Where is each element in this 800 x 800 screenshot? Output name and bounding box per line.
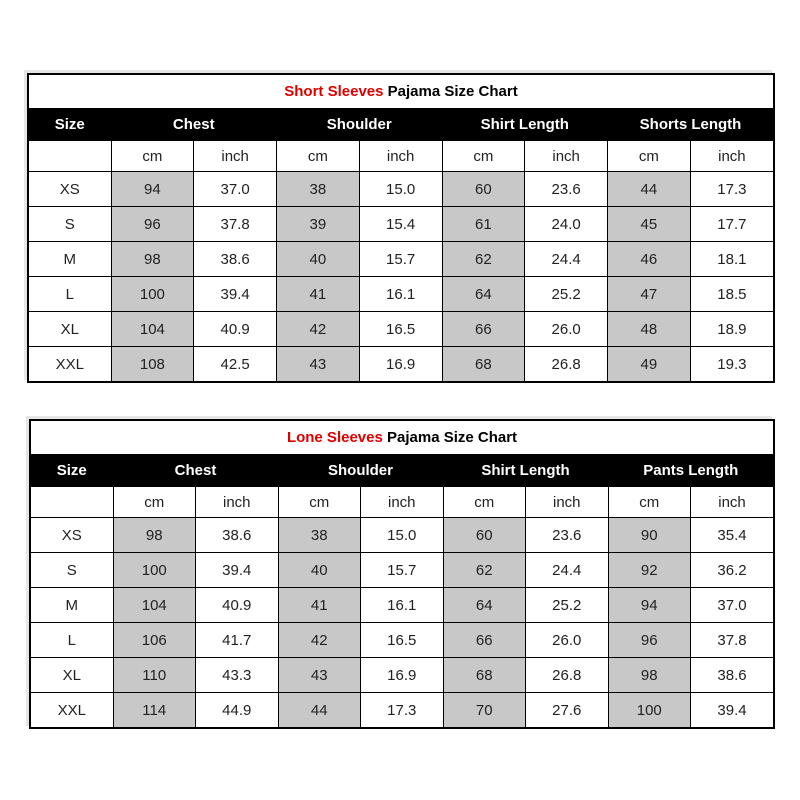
inch-cell: 15.0	[359, 172, 442, 207]
cm-cell: 41	[278, 588, 361, 623]
cm-cell: 96	[608, 623, 691, 658]
inch-cell: 17.3	[690, 172, 773, 207]
cm-cell: 40	[278, 553, 361, 588]
inch-cell: 40.9	[194, 312, 277, 347]
inch-cell: 23.6	[526, 518, 609, 553]
unit-cell: cm	[277, 141, 360, 172]
inch-cell: 23.6	[525, 172, 608, 207]
inch-cell: 18.5	[690, 277, 773, 312]
unit-cell: inch	[690, 141, 773, 172]
cm-cell: 64	[442, 277, 525, 312]
header-shorts-length: Shorts Length	[608, 109, 774, 141]
unit-cell: inch	[194, 141, 277, 172]
table-row	[29, 242, 773, 277]
cm-cell: 42	[277, 312, 360, 347]
cm-cell: 43	[277, 347, 360, 382]
size-label: L	[29, 277, 111, 312]
chart-title	[29, 75, 773, 109]
inch-cell: 18.1	[690, 242, 773, 277]
cm-cell: 96	[111, 207, 194, 242]
size-label: S	[29, 207, 111, 242]
cm-cell: 106	[113, 623, 196, 658]
table-row	[31, 693, 773, 728]
inch-cell: 25.2	[526, 588, 609, 623]
inch-cell: 37.0	[194, 172, 277, 207]
chart-title-accent: Short Sleeves	[284, 83, 384, 100]
chart-title-rest: Pajama Size Chart	[382, 429, 518, 446]
cm-cell: 68	[442, 347, 525, 382]
inch-cell: 27.6	[526, 693, 609, 728]
header-size: Size	[29, 109, 111, 141]
table-row	[31, 623, 773, 658]
cm-cell: 41	[277, 277, 360, 312]
size-label: S	[31, 553, 113, 588]
size-label: XL	[31, 658, 113, 693]
inch-cell: 16.5	[361, 623, 444, 658]
cm-cell: 104	[113, 588, 196, 623]
unit-cell: cm	[608, 487, 691, 518]
header-row	[31, 455, 773, 487]
size-label: M	[29, 242, 111, 277]
header-row	[29, 109, 773, 141]
size-label: XXL	[29, 347, 111, 382]
header-shirt-length: Shirt Length	[443, 455, 608, 487]
size-label: L	[31, 623, 113, 658]
inch-cell: 37.8	[691, 623, 774, 658]
table-row	[31, 658, 773, 693]
inch-cell: 37.8	[194, 207, 277, 242]
header-shoulder: Shoulder	[278, 455, 443, 487]
inch-cell: 41.7	[196, 623, 279, 658]
inch-cell: 38.6	[194, 242, 277, 277]
chart-title-rest: Pajama Size Chart	[383, 83, 518, 100]
cm-cell: 38	[278, 518, 361, 553]
unit-empty	[29, 141, 111, 172]
inch-cell: 39.4	[196, 553, 279, 588]
long-sleeves-size-chart	[29, 419, 775, 729]
cm-cell: 64	[443, 588, 526, 623]
unit-row	[29, 141, 773, 172]
inch-cell: 26.8	[525, 347, 608, 382]
inch-cell: 39.4	[691, 693, 774, 728]
cm-cell: 62	[442, 242, 525, 277]
unit-empty	[31, 487, 113, 518]
table-row	[29, 347, 773, 382]
size-label: M	[31, 588, 113, 623]
cm-cell: 66	[443, 623, 526, 658]
inch-cell: 42.5	[194, 347, 277, 382]
header-chest: Chest	[113, 455, 278, 487]
unit-cell: cm	[443, 487, 526, 518]
cm-cell: 68	[443, 658, 526, 693]
inch-cell: 15.7	[359, 242, 442, 277]
inch-cell: 35.4	[691, 518, 774, 553]
cm-cell: 47	[608, 277, 691, 312]
cm-cell: 61	[442, 207, 525, 242]
cm-cell: 42	[278, 623, 361, 658]
inch-cell: 19.3	[690, 347, 773, 382]
table-row	[31, 588, 773, 623]
cm-cell: 98	[113, 518, 196, 553]
cm-cell: 40	[277, 242, 360, 277]
unit-cell: cm	[113, 487, 196, 518]
unit-cell: cm	[111, 141, 194, 172]
inch-cell: 16.9	[359, 347, 442, 382]
inch-cell: 39.4	[194, 277, 277, 312]
header-size: Size	[31, 455, 113, 487]
inch-cell: 24.4	[526, 553, 609, 588]
inch-cell: 16.1	[361, 588, 444, 623]
unit-cell: inch	[526, 487, 609, 518]
inch-cell: 24.0	[525, 207, 608, 242]
size-label: XL	[29, 312, 111, 347]
inch-cell: 16.5	[359, 312, 442, 347]
size-label: XS	[31, 518, 113, 553]
table-row	[31, 518, 773, 553]
cm-cell: 100	[608, 693, 691, 728]
cm-cell: 39	[277, 207, 360, 242]
inch-cell: 44.9	[196, 693, 279, 728]
cm-cell: 70	[443, 693, 526, 728]
cm-cell: 104	[111, 312, 194, 347]
cm-cell: 45	[608, 207, 691, 242]
header-shoulder: Shoulder	[277, 109, 443, 141]
unit-cell: cm	[442, 141, 525, 172]
size-table	[29, 109, 773, 381]
header-chest: Chest	[111, 109, 277, 141]
cm-cell: 98	[111, 242, 194, 277]
unit-cell: inch	[196, 487, 279, 518]
inch-cell: 15.0	[361, 518, 444, 553]
cm-cell: 44	[608, 172, 691, 207]
unit-row	[31, 487, 773, 518]
inch-cell: 25.2	[525, 277, 608, 312]
cm-cell: 60	[443, 518, 526, 553]
cm-cell: 94	[608, 588, 691, 623]
cm-cell: 98	[608, 658, 691, 693]
unit-cell: inch	[359, 141, 442, 172]
cm-cell: 110	[113, 658, 196, 693]
cm-cell: 66	[442, 312, 525, 347]
inch-cell: 38.6	[196, 518, 279, 553]
cm-cell: 48	[608, 312, 691, 347]
cm-cell: 43	[278, 658, 361, 693]
cm-cell: 62	[443, 553, 526, 588]
table-row	[29, 277, 773, 312]
size-table	[31, 455, 773, 727]
inch-cell: 38.6	[691, 658, 774, 693]
cm-cell: 38	[277, 172, 360, 207]
inch-cell: 43.3	[196, 658, 279, 693]
inch-cell: 36.2	[691, 553, 774, 588]
cm-cell: 114	[113, 693, 196, 728]
cm-cell: 94	[111, 172, 194, 207]
chart-title-accent: Lone Sleeves	[286, 429, 383, 446]
inch-cell: 17.3	[361, 693, 444, 728]
inch-cell: 18.9	[690, 312, 773, 347]
cm-cell: 100	[113, 553, 196, 588]
inch-cell: 16.1	[359, 277, 442, 312]
table-row	[29, 172, 773, 207]
cm-cell: 60	[442, 172, 525, 207]
size-label: XXL	[31, 693, 113, 728]
inch-cell: 15.7	[361, 553, 444, 588]
inch-cell: 17.7	[690, 207, 773, 242]
chart-title	[31, 421, 773, 455]
cm-cell: 108	[111, 347, 194, 382]
unit-cell: inch	[525, 141, 608, 172]
cm-cell: 44	[278, 693, 361, 728]
cm-cell: 46	[608, 242, 691, 277]
table-row	[29, 312, 773, 347]
unit-cell: inch	[691, 487, 774, 518]
cm-cell: 49	[608, 347, 691, 382]
table-row	[31, 553, 773, 588]
inch-cell: 26.0	[526, 623, 609, 658]
inch-cell: 40.9	[196, 588, 279, 623]
inch-cell: 24.4	[525, 242, 608, 277]
unit-cell: cm	[608, 141, 691, 172]
inch-cell: 26.8	[526, 658, 609, 693]
size-label: XS	[29, 172, 111, 207]
cm-cell: 90	[608, 518, 691, 553]
header-pants-length: Pants Length	[608, 455, 773, 487]
header-shirt-length: Shirt Length	[442, 109, 608, 141]
unit-cell: cm	[278, 487, 361, 518]
short-sleeves-size-chart	[27, 73, 775, 383]
unit-cell: inch	[361, 487, 444, 518]
inch-cell: 16.9	[361, 658, 444, 693]
cm-cell: 92	[608, 553, 691, 588]
cm-cell: 100	[111, 277, 194, 312]
table-row	[29, 207, 773, 242]
inch-cell: 26.0	[525, 312, 608, 347]
inch-cell: 15.4	[359, 207, 442, 242]
inch-cell: 37.0	[691, 588, 774, 623]
